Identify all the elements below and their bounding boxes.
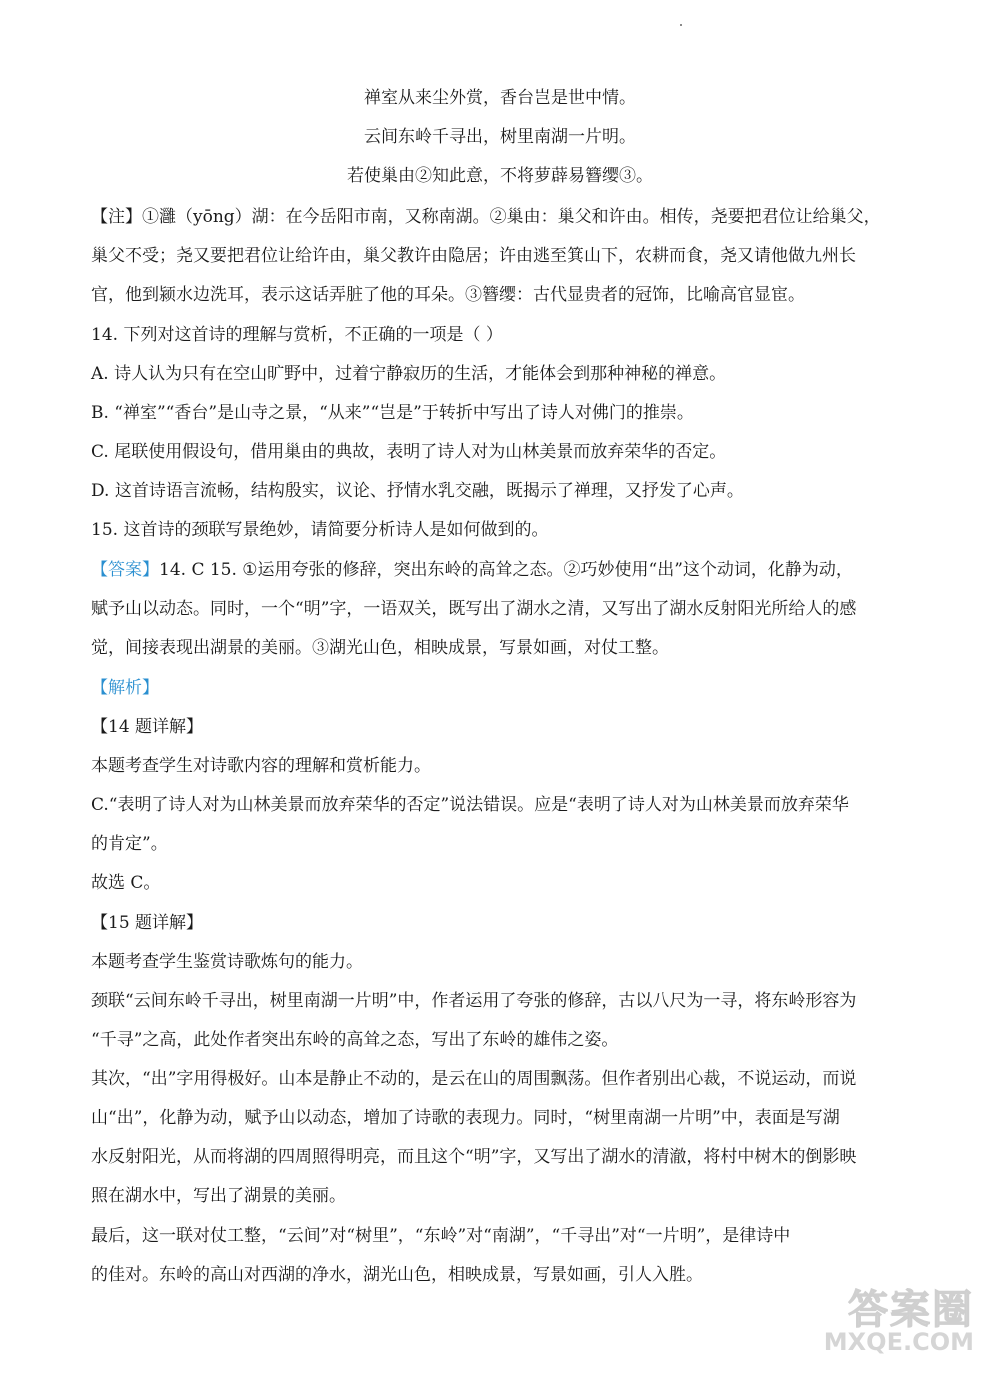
question-14-option-b: B. “禅室”“香台”是山寺之景，“从来”“岂是”于转折中写出了诗人对佛门的推崇。 [91, 403, 694, 423]
q14-detail-line-4: 故选 C。 [91, 873, 161, 893]
question-14-option-d: D. 这首诗语言流畅，结构殷实，议论、抒情水乳交融，既揭示了禅理，又抒发了心声。 [91, 481, 744, 501]
question-14-stem: 14. 下列对这首诗的理解与赏析，不正确的一项是（ ） [91, 325, 503, 345]
q15-detail-line-9: 的佳对。东岭的高山对西湖的净水，湖光山色，相映成景，写景如画，引人入胜。 [91, 1265, 703, 1285]
q15-detail-line-7: 照在湖水中，写出了湖景的美丽。 [91, 1186, 346, 1206]
q15-detail-line-3: “千寻”之高，此处作者突出东岭的高耸之态，写出了东岭的雄伟之姿。 [91, 1030, 619, 1050]
note-line-1: 【注】①灉（yōng）湖：在今岳阳市南，又称南湖。②巢由：巢父和许由。相传，尧要把君位让给巢父， [91, 207, 881, 227]
poem-line-2: 云间东岭千寻出，树里南湖一片明。 [364, 127, 636, 147]
watermark-url: MXQE.COM [823, 1328, 974, 1356]
q15-detail-line-2: 颈联“云间东岭千寻出，树里南湖一片明”中，作者运用了夸张的修辞，古以八尺为一寻，将东岭形容为 [91, 991, 857, 1011]
watermark-logo [754, 1278, 974, 1362]
q14-detail-line-1: 本题考查学生对诗歌内容的理解和赏析能力。 [91, 756, 431, 776]
question-14-option-c: C. 尾联使用假设句，借用巢由的典故，表明了诗人对为山林美景而放弃荣华的否定。 [91, 442, 727, 462]
answer-line-1-text: 14. C 15. ①运用夸张的修辞，突出东岭的高耸之态。②巧妙使用“出”这个动词，化静为动， [159, 560, 853, 580]
q15-detail-line-8: 最后，这一联对仗工整，“云间”对“树里”，“东岭”对“南湖”，“千寻出”对“一片明”，是律诗中 [91, 1226, 791, 1246]
q15-detail-line-5: 山“出”，化静为动，赋予山以动态，增加了诗歌的表现力。同时，“树里南湖一片明”中，表面是写湖 [91, 1108, 840, 1128]
q14-detail-line-2: C.“表明了诗人对为山林美景而放弃荣华的否定”说法错误。应是“表明了诗人对为山林美景而放弃荣华 [91, 795, 849, 815]
q15-detail-line-1: 本题考查学生鉴赏诗歌炼句的能力。 [91, 952, 363, 972]
question-15-stem: 15. 这首诗的颈联写景绝妙，请简要分析诗人是如何做到的。 [91, 520, 549, 540]
question-14-option-a: A. 诗人认为只有在空山旷野中，过着宁静寂历的生活，才能体会到那种神秘的禅意。 [91, 364, 727, 384]
note-line-2: 巢父不受；尧又要把君位让给许由，巢父教许由隐居；许由逃至箕山下，农耕而食，尧又请他做九州长 [91, 246, 856, 266]
note-line-3: 官，他到颍水边洗耳，表示这话弄脏了他的耳朵。③簪缨：古代显贵者的冠饰，比喻高官显宦。 [91, 285, 805, 305]
q15-detail-heading: 【15 题详解】 [91, 913, 204, 933]
q15-detail-line-6: 水反射阳光，从而将湖的四周照得明亮，而且这个“明”字，又写出了湖水的清澈，将村中树木的倒影映 [91, 1147, 857, 1167]
answer-label: 【答案】 [91, 560, 159, 580]
q14-detail-heading: 【14 题详解】 [91, 717, 204, 737]
answer-line-1 [91, 558, 960, 582]
watermark-title: 答案圈 [848, 1287, 974, 1333]
answer-line-2: 赋予山以动态。同时，一个“明”字，一语双关，既写出了湖水之清，又写出了湖水反射阳光所给人的感 [91, 599, 857, 619]
scan-dot [680, 24, 682, 26]
answer-line-3: 觉，间接表现出湖景的美丽。③湖光山色，相映成景，写景如画，对仗工整。 [91, 638, 669, 658]
q15-detail-line-4: 其次，“出”字用得极好。山本是静止不动的，是云在山的周围飘荡。但作者别出心裁，不说运动，而说 [91, 1069, 857, 1089]
q14-detail-line-3: 的肯定”。 [91, 834, 168, 854]
analysis-label: 【解析】 [91, 678, 159, 698]
poem-line-1: 禅室从来尘外赏，香台岂是世中情。 [364, 88, 636, 108]
poem-line-3: 若使巢由②知此意，不将萝薜易簪缨③。 [347, 166, 653, 186]
